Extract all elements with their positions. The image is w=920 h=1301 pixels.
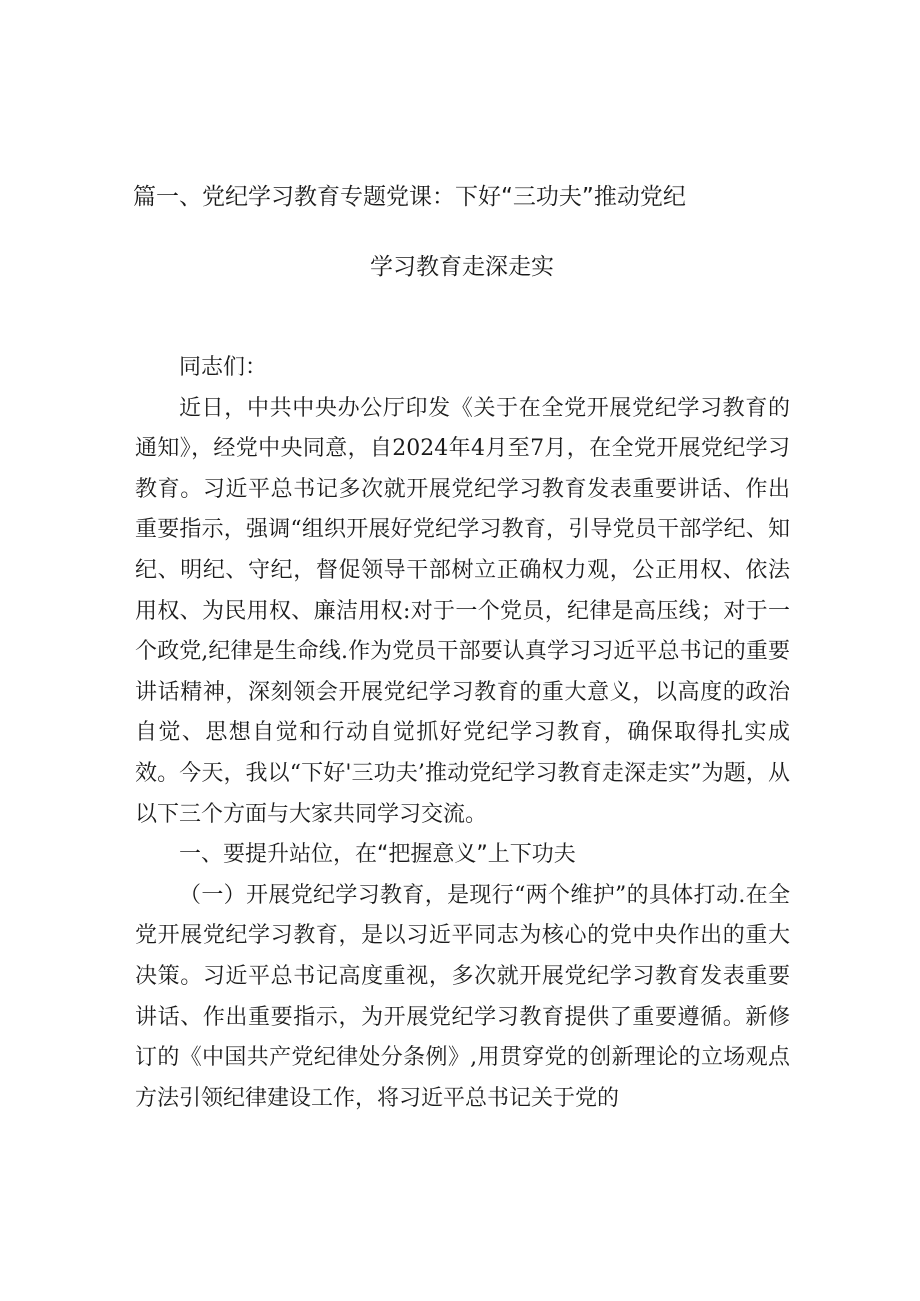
document-title-line2: 学习教育走深走实: [370, 254, 554, 280]
document-body: [135, 348, 790, 1119]
section1-paragraph: （一）开展党纪学习教育，是现行“两个维护”的具体打动.在全党开展党纪学习教育，是以习近平同志为核心的党中央作出的重大决策。习近平总书记高度重视，多次就开展党纪学习教育发表重要讲话、作出重要指示，为开展党纪学习教育提供了重要遵循。新修订的《中国共产党纪律处分条例》,用贯穿党的创新理论的立场观点方法引领纪律建设工作，将习近平总书记关于党的: [135, 882, 790, 1111]
intro-paragraph: 近日，中共中央办公厅印发《关于在全党开展党纪学习教育的通知》，经党中央同意，自2024年4月至7月，在全党开展党纪学习教育。习近平总书记多次就开展党纪学习教育发表重要讲话、作出重要指示，强调“组织开展好党纪学习教育，引导党员干部学纪、知纪、明纪、守纪，督促领导干部树立正确权力观，公正用权、依法用权、为民用权、廉洁用权:对于一个党员，纪律是高压线；对于一个政党,纪律是生命线.作为党员干部要认真学习习近平总书记的重要讲话精神，深刻领会开展党纪学习教育的重大意义，以高度的政治自觉、思想自觉和行动自觉抓好党纪学习教育，确保取得扎实成效。今天，我以“下好'三功夫’推动党纪学习教育走深走实”为题，从以下三个方面与大家共同学习交流。: [135, 395, 790, 827]
document-title-line1: 篇一、党纪学习教育专题党课：下好“三功夫”推动党纪: [133, 184, 686, 210]
section1-heading: 一、要提升站位，在“把握意义”上下功夫: [179, 842, 576, 868]
greeting: 同志们：: [179, 355, 268, 380]
